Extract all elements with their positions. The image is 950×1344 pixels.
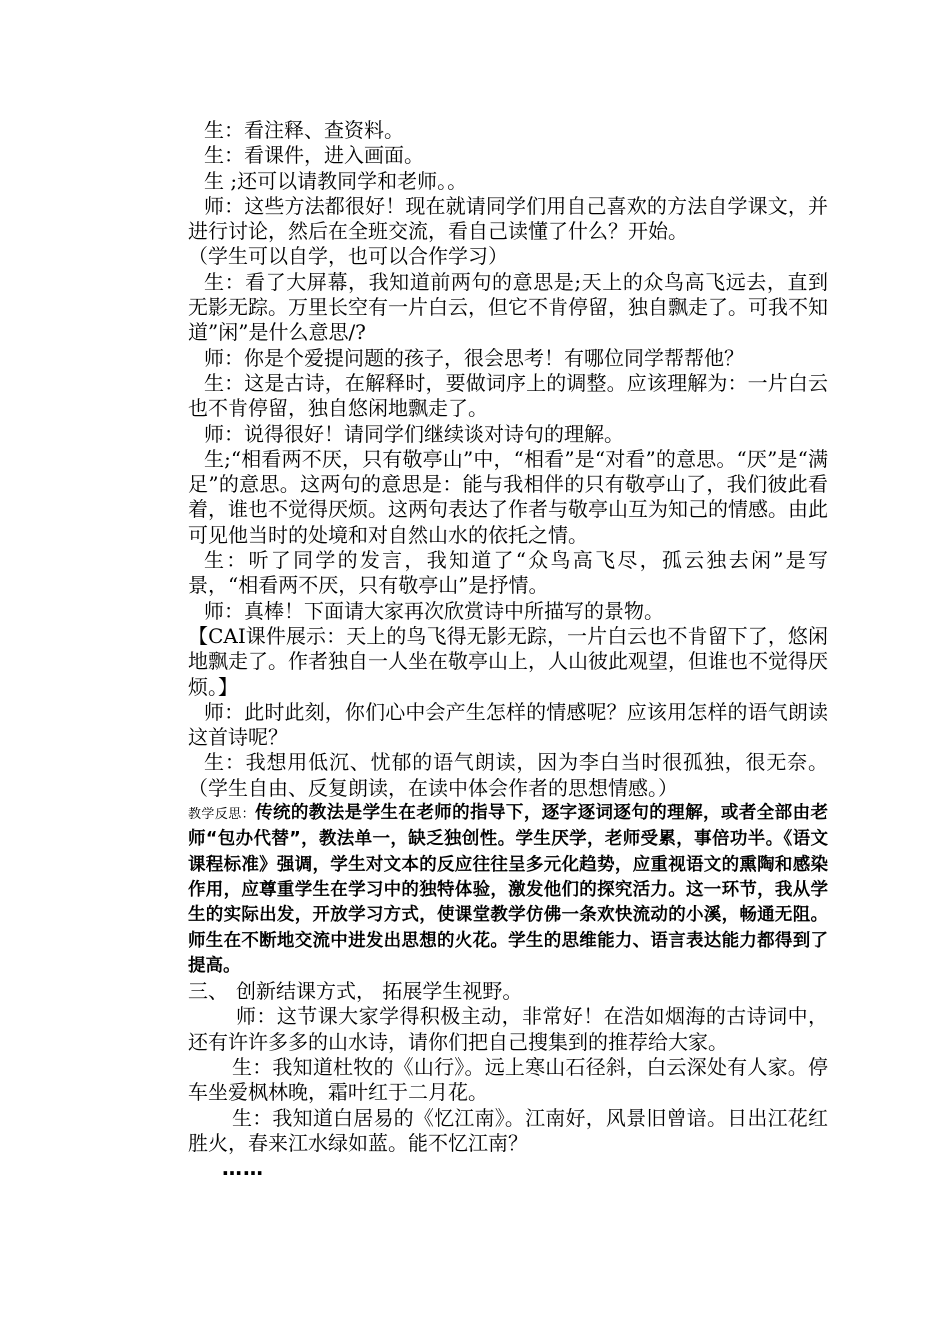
paragraph: 生：听了同学的发言，我知道了“众鸟高飞尽，孤云独去闲”是写景，“相看两不厌，只有敬亭山”是抒情。	[188, 548, 828, 598]
document-page	[188, 118, 828, 1181]
paragraph: 师：你是个爱提问题的孩子，很会思考！有哪位同学帮帮他？	[204, 345, 744, 370]
section-heading	[188, 979, 828, 1004]
paragraph: 师：这些方法都很好！现在就请同学们用自己喜欢的方法自学课文，并进行讨论，然后在全班交流，看自己读懂了什么？开始。	[188, 193, 828, 244]
paragraph: 师：这节课大家学得积极主动，非常好！在浩如烟海的古诗词中，还有许许多多的山水诗，请你们把自己搜集到的推荐给大家。	[188, 1004, 828, 1054]
paragraph: 生：这是古诗，在解释时，要做词序上的调整。应该理解为：一片白云也不肯停留，独自悠闲地飘走了。	[188, 370, 828, 421]
paragraph: 生：看课件，进入画面。	[204, 143, 424, 168]
paragraph: 生：我知道白居易的《忆江南》。江南好，风景旧曾谙。日出江花红胜火，春来江水绿如蓝。能不忆江南？	[188, 1105, 828, 1155]
paragraph: 师：真棒！下面请大家再次欣赏诗中所描写的景物。	[204, 598, 664, 623]
paragraph: （学生可以自学，也可以合作学习）	[188, 244, 508, 269]
reflection-label: 教学反思：	[188, 807, 256, 823]
paragraph: 师：此时此刻，你们心中会产生怎样的情感呢？应该用怎样的语气朗读这首诗呢？	[188, 699, 828, 750]
ellipsis: ……	[222, 1156, 264, 1181]
reflection-text: 传统的教法是学生在老师的指导下，逐字逐词逐句的理解，或者全部由老师“包办代替”，教法单一，缺乏独创性。学生厌学，老师受累，事倍功半。《语文课程标准》强调，学生对文本的反应往往呈多元化趋势，应重视语文的熏陶和感染作用，应尊重学生在学习中的独特体验，激发他们的探究活力。这一环节，我从学生的实际出发，开放学习方式，使课堂教学仿佛一条欢快流动的小溪，畅通无阻。师生在不断地交流中进发出思想的火花。学生的思维能力、语言表达能力都得到了提高。	[188, 803, 828, 976]
paragraph: 生：看注释、查资料。	[204, 118, 404, 142]
section-number: 三、	[188, 979, 228, 1004]
paragraph: 生：看了大屏幕，我知道前两句的意思是;天上的众鸟高飞远去，直到无影无踪。万里长空有一片白云，但它不肯停留，独自飘走了。可我不知道”闲”是什么意思/?	[188, 269, 828, 345]
section-title: 创新结课方式， 拓展学生视野。	[236, 979, 523, 1004]
paragraph: 生：我想用低沉、忧郁的语气朗读，因为李白当时很孤独，很无奈。（学生自由、反复朗读，在读中体会作者的思想情感。）	[188, 750, 828, 800]
paragraph: 生 ;还可以请教同学和老师。。	[204, 168, 468, 193]
paragraph: 师：说得很好！请同学们继续谈对诗句的理解。	[204, 421, 624, 446]
paragraph: 生;“相看两不厌，只有敬亭山”中，“相看”是“对看”的意思。“厌”是“满足”的意思。这两句的意思是：能与我相伴的只有敬亭山了，我们彼此看着，谁也不觉得厌烦。这两句表达了作者与敬亭山互为知己的情感。由此可见他当时的处境和对自然山水的依托之情。	[188, 446, 828, 547]
paragraph: 生：我知道杜牧的《山行》。远上寒山石径斜，白云深处有人家。停车坐爱枫林晚，霜叶红于二月花。	[188, 1054, 828, 1105]
cai-display-paragraph: 【CAI课件展示：天上的鸟飞得无影无踪，一片白云也不肯留下了，悠闲地飘走了。作者独自一人坐在敬亭山上，人山彼此观望，但谁也不觉得厌烦。】	[188, 623, 828, 699]
teaching-reflection	[188, 801, 828, 979]
